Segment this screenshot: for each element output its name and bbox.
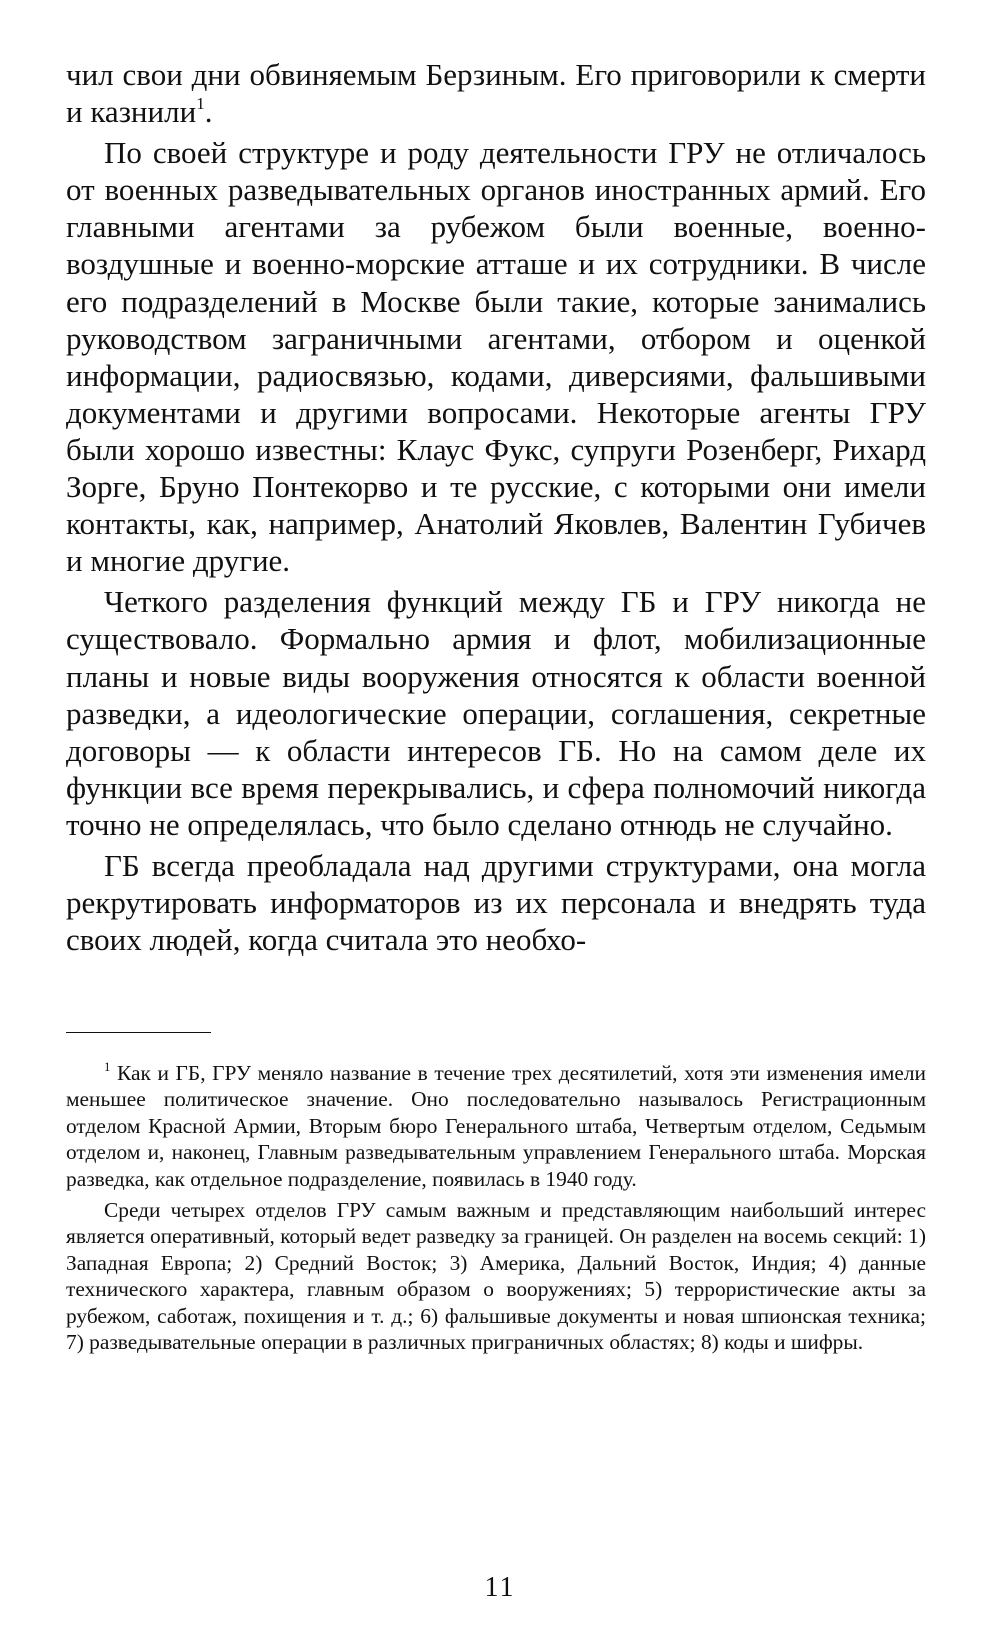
- page-number: 11: [484, 1572, 516, 1603]
- paragraph-4: ГБ всегда преобладала над другими структурами, она могла рекрутировать информаторов из их персонала и внедрять туда своих людей, когда считала это необхо-: [66, 847, 926, 958]
- paragraph-3: Четкого разделения функций между ГБ и ГРУ никогда не существовало. Формально армия и флот, мобилизационные планы и новые виды вооружения относятся к области военной разведки, а идеологические операции, соглашения, секретные договоры — к области интересов ГБ. Но на самом деле их функции все время перекрывались, и сфера полномочий никогда точно не определялась, что было сделано отнюдь не случайно.: [66, 584, 926, 842]
- footnote-marker: 1: [196, 94, 205, 114]
- footnote-1-continuation: Среди четырех отделов ГРУ самым важным и представляющим наибольший интерес является оперативный, который ведет разведку за границей. Он разделен на восемь секций: 1) Западная Европа; 2) Средний Восток; 3) Америка, Дальний Восток, Индия; 4) данные технического характера, главным образом о вооружениях; 5) террористические акты за рубежом, саботаж, похищения и т. д.; 6) фальшивые документы и новая шпионская техника; 7) разведывательные операции в различных приграничных областях; 8) коды и шифры.: [66, 1198, 926, 1355]
- paragraph-1: [66, 56, 926, 130]
- footnote-1-text: Как и ГБ, ГРУ меняло название в течение трех десятилетий, хотя эти изменения имели меньшее политическое значение. Оно последовательно называлось Регистрационным отделом Красной Армии, Вторым бюро Генерального штаба, Четвертым отделом, Седьмым отделом и, наконец, Главным разведывательным управлением Генерального штаба. Морская разведка, как отдельное подразделение, появилась в 1940 году.: [66, 1061, 926, 1191]
- footnotes: [66, 1060, 926, 1355]
- paragraph-1-text: чил свои дни обвиняемым Берзиным. Его приговорили к смерти и казнили: [66, 57, 926, 130]
- footnote-1-marker: 1: [104, 1060, 111, 1075]
- footnote-separator: [66, 1032, 211, 1033]
- main-text: [66, 56, 926, 958]
- paragraph-1-end: .: [204, 94, 213, 130]
- footnote-1: [66, 1060, 926, 1192]
- paragraph-2: По своей структуре и роду деятельности ГРУ не отличалось от военных разведывательных органов иностранных армий. Его главными агентами за рубежом были военные, военно-воздушные и военно-морские атташе и их сотрудники. В числе его подразделений в Москве были такие, которые занимались руководством заграничными агентами, отбором и оценкой информации, радиосвязью, кодами, диверсиями, фальшивыми документами и другими вопросами. Некоторые агенты ГРУ были хорошо известны: Клаус Фукс, супруги Розенберг, Рихард Зорге, Бруно Понтекорво и те русские, с которыми они имели контакты, как, например, Анатолий Яковлев, Валентин Губичев и многие другие.: [66, 135, 926, 579]
